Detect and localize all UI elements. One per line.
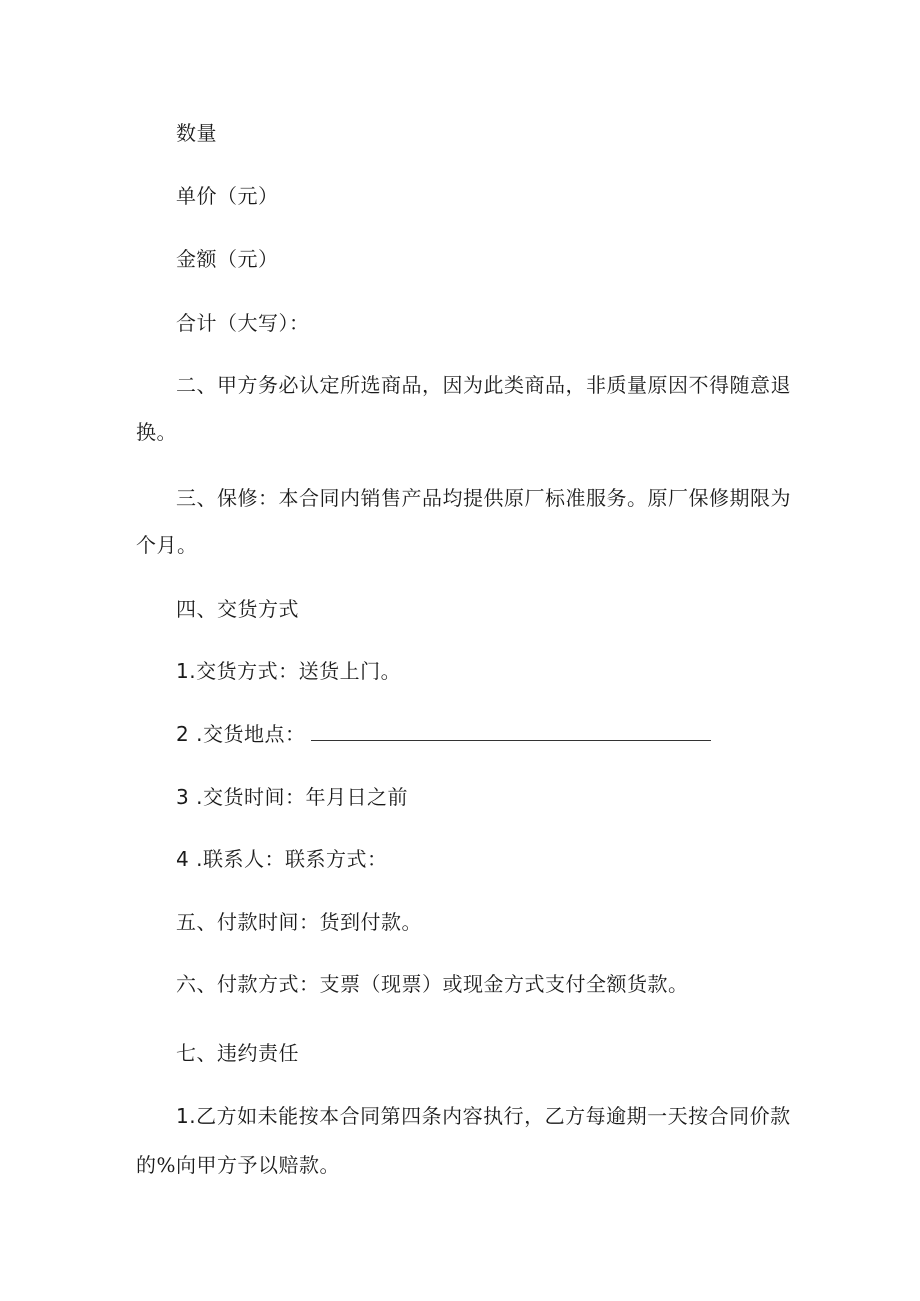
clause-6: 六、付款方式：支票（现票）或现金方式支付全额货款。: [176, 972, 689, 996]
delivery-item-3: [176, 785, 408, 809]
delivery-item-4: [176, 847, 387, 871]
item-text: 交货方式：送货上门。: [196, 659, 402, 683]
penalty-1-line-2: 的%向甲方予以赔款。: [136, 1153, 341, 1177]
clause-7-heading: 七、违约责任: [176, 1041, 299, 1065]
clause-4-heading: 四、交货方式: [176, 597, 299, 621]
clause-3-line-2: 个月。: [136, 533, 198, 557]
delivery-item-2: [176, 722, 711, 746]
clause-2-line-1: 二、甲方务必认定所选商品，因为此类商品，非质量原因不得随意退: [176, 373, 791, 397]
delivery-location-blank-line: [311, 724, 711, 741]
item-number: 4 .: [176, 847, 203, 871]
total-label: 合计（大写）：: [176, 311, 310, 335]
item-text: 乙方如未能按本合同第四条内容执行，乙方每逾期一天按合同价款: [196, 1104, 791, 1128]
item-number: 1.: [176, 659, 197, 683]
item-number: 2 .: [176, 722, 203, 746]
delivery-item-1: [176, 659, 401, 683]
item-number: 1.: [176, 1104, 197, 1128]
item-text: 交货地点：: [202, 722, 306, 746]
item-text: 交货时间：年月日之前: [202, 785, 408, 809]
amount-label: 金额（元）: [176, 247, 279, 271]
item-text: 联系人：联系方式：: [202, 847, 388, 871]
clause-3-line-1: 三、保修：本合同内销售产品均提供原厂标准服务。原厂保修期限为: [176, 486, 791, 510]
penalty-1-line-1: [176, 1104, 791, 1128]
unit-price-label: 单价（元）: [176, 184, 279, 208]
clause-5: 五、付款时间：货到付款。: [176, 910, 422, 934]
quantity-label: 数量: [176, 121, 217, 145]
item-number: 3 .: [176, 785, 203, 809]
clause-2-line-2: 换。: [136, 420, 177, 444]
